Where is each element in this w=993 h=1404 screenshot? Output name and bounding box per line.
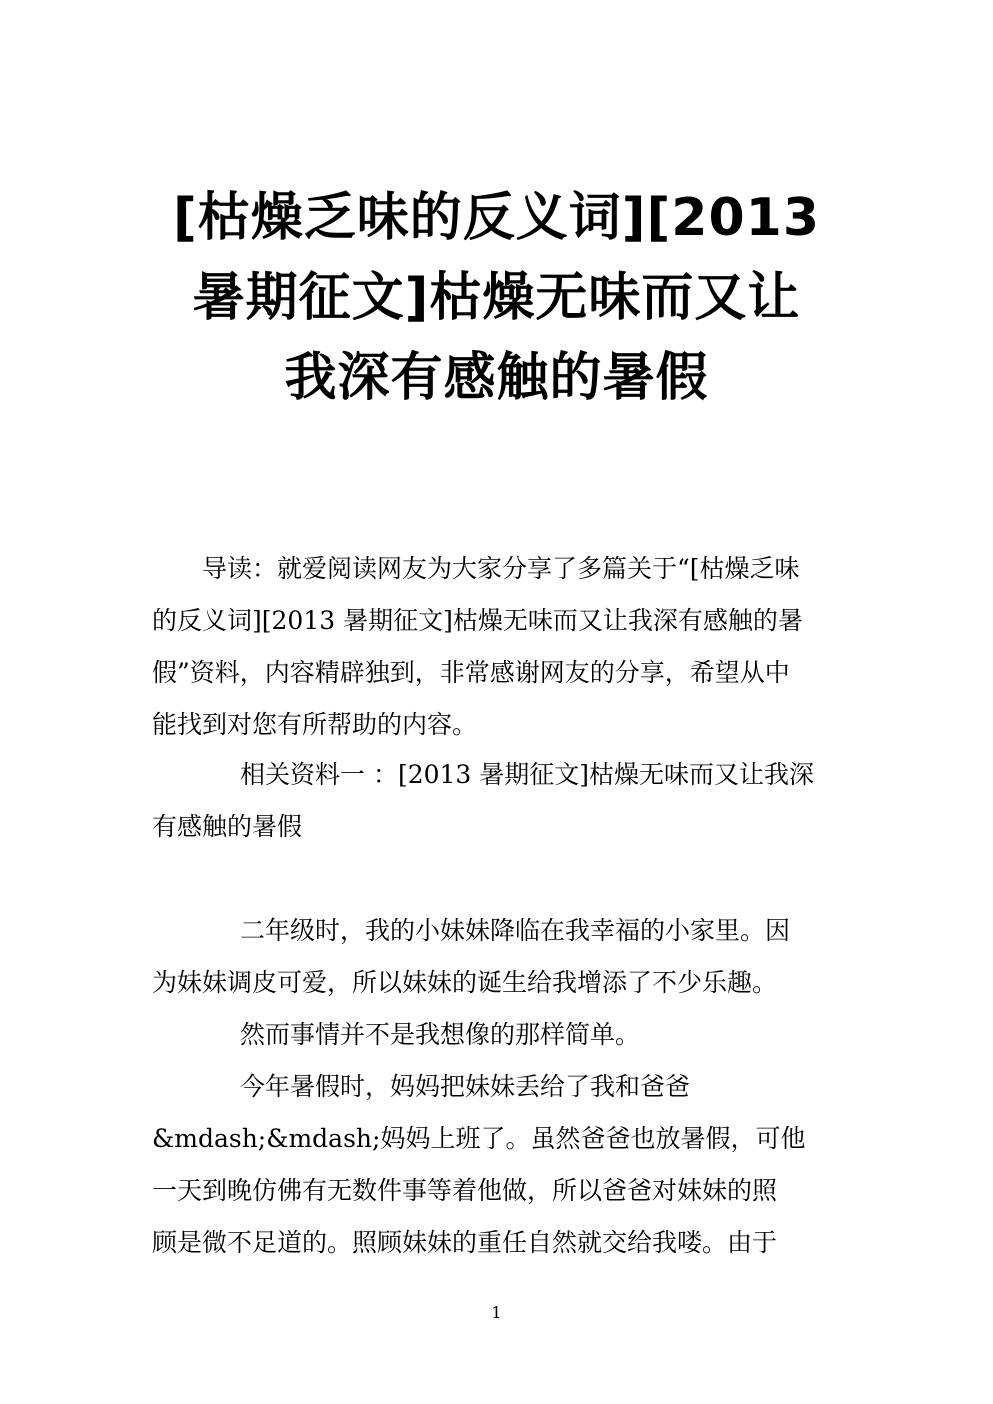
related-line: 有感触的暑假 xyxy=(152,812,303,841)
intro-paragraph xyxy=(152,543,842,751)
story-line: 一天到晚仿佛有无数件事等着他做，所以爸爸对妹妹的照 xyxy=(152,1176,778,1205)
intro-line: 导读：就爱阅读网友为大家分享了多篇关于“[枯燥乏味 xyxy=(202,554,800,583)
story-line: 为妹妹调皮可爱，所以妹妹的诞生给我增添了不少乐趣。 xyxy=(152,968,778,997)
title-line: [枯燥乏味的反义词][2013 xyxy=(172,188,821,248)
intro-line: 的反义词][2013 暑期征文]枯燥无味而又让我深有感触的暑 xyxy=(152,606,803,635)
intro-line: 假”资料，内容精辟独到，非常感谢网友的分享，希望从中 xyxy=(152,658,790,687)
story-line: 然而事情并不是我想像的那样简单。 xyxy=(240,1020,641,1049)
title-line: 暑期征文]枯燥无味而又让 xyxy=(192,268,801,328)
story-line: &mdash;&mdash;妈妈上班了。虽然爸爸也放暑假，可他 xyxy=(152,1124,806,1153)
story-line: 今年暑假时，妈妈把妹妹丢给了我和爸爸 xyxy=(240,1072,691,1101)
intro-line: 能找到对您有所帮助的内容。 xyxy=(152,710,478,739)
page-number: 1 xyxy=(491,1303,502,1322)
story-line: 二年级时，我的小妹妹降临在我幸福的小家里。因 xyxy=(240,916,791,945)
related-heading xyxy=(152,749,842,853)
story-text xyxy=(152,905,842,1269)
related-line: 相关资料一 ：[2013 暑期征文]枯燥无味而又让我深 xyxy=(240,760,815,789)
title-line: 我深有感触的暑假 xyxy=(284,348,709,408)
document-title xyxy=(140,178,853,418)
story-line: 顾是微不足道的。照顾妹妹的重任自然就交给我喽。由于 xyxy=(152,1228,778,1257)
